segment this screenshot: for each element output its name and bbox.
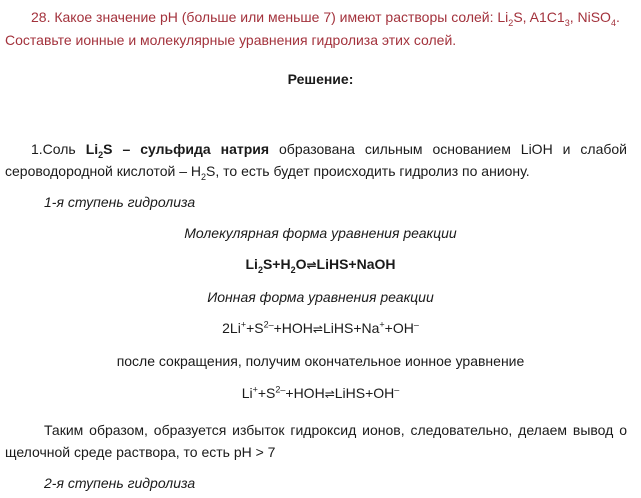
ionic-label: Ионная форма уравнения реакции <box>207 289 434 305</box>
para1-line2: сероводородной кислотой – $H_2S$, то есть будет происходить гидролиз по аниону. <box>5 163 530 182</box>
ionic-equation: $2Li^++S^{2-}+HOH\rightleftharpoons LiHS+Na^++OH^-$ <box>222 319 419 336</box>
molecular-equation: $Li_2S+H_2O\rightleftharpoons LiHS+NaOH$ <box>245 256 396 275</box>
task-line-1 <box>31 8 631 26</box>
para1-line1: 1.Соль $Li_2S$ – сульфида натрия образована сильным основанием LiOH и слабой <box>31 141 628 160</box>
task-line-2: Составьте ионные и молекулярные уравнения гидролиза этих солей. <box>5 32 457 48</box>
step1-label: 1-я ступень гидролиза <box>44 194 196 210</box>
step2-label: 2-я ступень гидролиза <box>44 475 196 491</box>
task-salts: $Li_2S$, $A1C1_3$, NiSO$_4$. <box>497 9 620 28</box>
after-reduction-text: после сокращения, получим окончательное ионное уравнение <box>116 353 525 369</box>
final-ionic-equation: $Li^++S^{2-}+HOH\rightleftharpoons LiHS+OH^-$ <box>241 384 400 401</box>
solution-heading: Решение: <box>287 71 354 87</box>
molecular-label: Молекулярная форма уравнения реакции <box>184 225 457 241</box>
task-number: 28. <box>31 9 51 25</box>
conclusion-line2: щелочной среде раствора, то есть pH > 7 <box>5 444 276 460</box>
task-text: Какое значение pH (больше или меньше 7) имеют растворы солей: <box>54 9 494 25</box>
conclusion-line1: Таким образом, образуется избыток гидроксид ионов, следовательно, делаем вывод о <box>44 422 627 438</box>
